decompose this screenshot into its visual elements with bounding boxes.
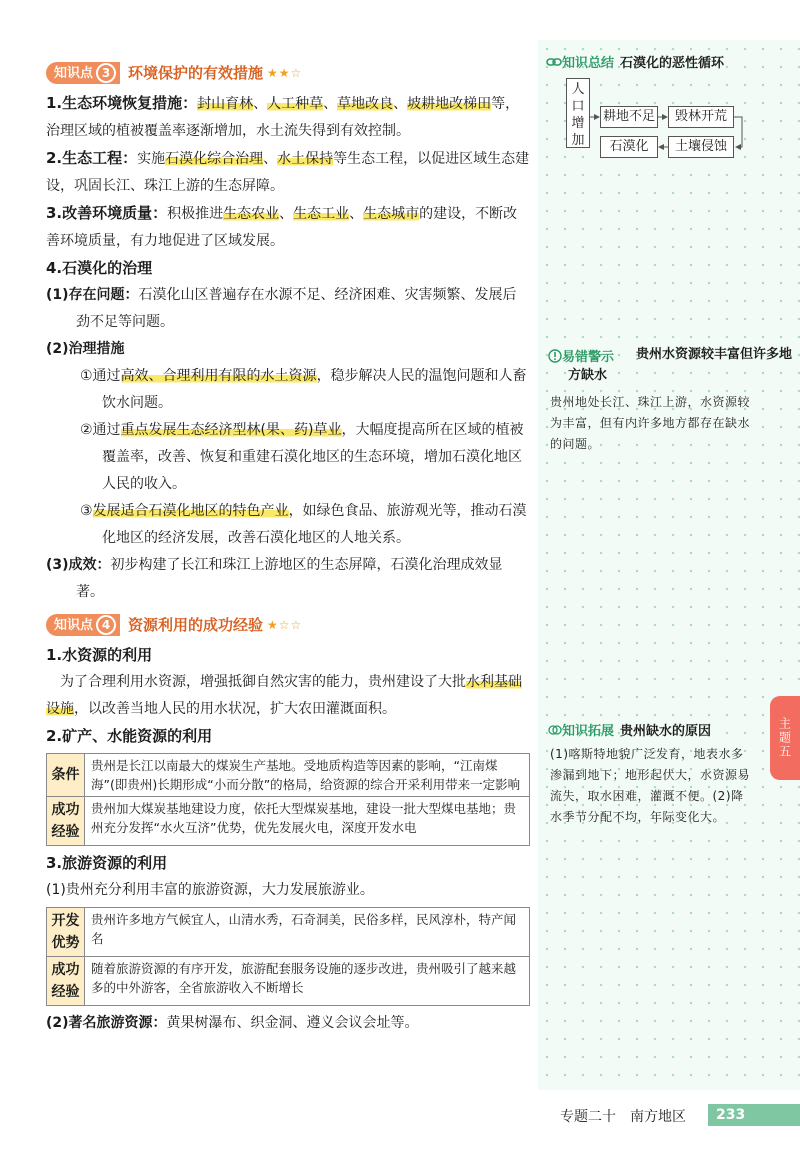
knowledge-point-4-header (46, 610, 530, 640)
text: 实施 (137, 151, 166, 167)
table-row (47, 754, 530, 797)
section-heading: 4.石漠化的治理 (46, 259, 153, 277)
highlight: 高效、合理利用有限的水土资源 (120, 368, 317, 384)
main-content (46, 58, 530, 1037)
row-label (47, 908, 85, 957)
separator: 、 (253, 96, 268, 112)
text: ②通过 (80, 422, 121, 438)
tour-paragraph-1: (1)贵州充分利用丰富的旅游资源，大力发展旅游业。 (46, 882, 374, 898)
separator: 、 (349, 206, 364, 222)
box-text: 耕地不足 (602, 109, 655, 124)
row-label (47, 797, 85, 846)
highlight: 生态农业 (223, 206, 280, 222)
difficulty-stars: ★★☆ (267, 65, 303, 80)
text: 的建设，不断改善环境质量，有力地促进了区域发展。 (46, 206, 518, 249)
kp-title: 环境保护的有效措施 (128, 63, 264, 82)
water-paragraph (46, 669, 530, 723)
kp-title: 资源利用的成功经验 (128, 615, 264, 634)
text: ，如绿色食品、旅游观光等，推动石漠化地区的经济发展，改善石漠化地区的人地关系。 (102, 503, 527, 546)
highlight: 封山育林 (197, 96, 254, 112)
label: (3)成效： (46, 557, 111, 573)
extend-header (548, 720, 711, 739)
text: 初步构建了长江和珠江上游地区的生态屏障，石漠化治理成效显著。 (76, 557, 503, 600)
highlight: 水利基础设施 (46, 674, 522, 717)
box-text: 石漠化 (609, 139, 649, 154)
page-number: 233 (708, 1104, 800, 1126)
difficulty-stars: ★☆☆ (267, 617, 303, 632)
text: ③ (80, 503, 93, 519)
text: ①通过 (80, 368, 121, 384)
kp3-item (46, 200, 530, 255)
table-row (47, 908, 530, 957)
measure-1 (46, 363, 530, 417)
row-label-text: 成功经验 (51, 802, 80, 840)
text: ，以改善当地人民的用水状况，扩大农田灌溉面积。 (74, 701, 396, 717)
text: 等，治理区域的植被覆盖率逐渐增加，水土流失得到有效控制。 (46, 96, 520, 139)
highlight: 生态工业 (293, 206, 350, 222)
row-text: 随着旅游资源的有序开发，旅游配套服务设施的逐步改进，贵州吸引了越来越多的中外游客，全省旅游收入不断增长 (85, 957, 530, 1006)
row-text: 贵州是长江以南最大的煤炭生产基地。受地质构造等因素的影响，“江南煤海”(即贵州)长期形成“小而分散”的格局，给资源的综合开采利用带来一定影响 (85, 754, 530, 797)
cycle-diagram (538, 40, 800, 170)
table-row (47, 797, 530, 846)
tag-text: 易错警示 (562, 350, 615, 365)
section-heading: 1.水资源的利用 (46, 646, 153, 664)
tour-table (46, 907, 530, 1006)
separator: 、 (323, 96, 338, 112)
measures-label: (2)治理措施 (46, 341, 125, 357)
kp-badge (46, 614, 120, 636)
row-label (47, 957, 85, 1006)
kp-number: 3 (96, 63, 116, 83)
text: ，大幅度提高所在区域的植被覆盖率，改善、恢复和重建石漠化地区的生态环境，增加石漠化地区人民的收入。 (102, 422, 524, 492)
measure-3 (46, 498, 530, 552)
tag-text: 知识拓展 (562, 724, 615, 739)
theme-tab[interactable]: 主题五 (770, 696, 800, 780)
page-footer (560, 1106, 686, 1126)
box-text: 毁林开荒 (674, 109, 727, 124)
warning-title: 贵州水资源较丰富但许多地方缺水 (568, 347, 793, 383)
row-text: 贵州加大煤炭基地建设力度，依托大型煤炭基地，建设一批大型煤电基地；贵州充分发挥“水火互济”优势，优先发展火电，深度开发水电 (85, 797, 530, 846)
label: (1)存在问题： (46, 287, 139, 303)
item-label: 1.生态环境恢复措施： (46, 94, 198, 112)
separator: 、 (279, 206, 294, 222)
section-heading: 2.矿产、水能资源的利用 (46, 727, 213, 745)
row-label-text: 开发优势 (51, 913, 80, 951)
label: (2)著名旅游资源： (46, 1015, 167, 1031)
footer-region: 南方地区 (630, 1109, 686, 1125)
kp-badge-label: 知识点 (54, 66, 94, 81)
row-label: 条件 (47, 754, 85, 797)
mineral-table (46, 753, 530, 846)
separator: 、 (263, 151, 278, 167)
tour-paragraph-2 (46, 1010, 530, 1037)
kp-number: 4 (96, 615, 116, 635)
kp-badge-label: 知识点 (54, 618, 94, 633)
footer-topic: 专题二十 (560, 1109, 616, 1125)
item-label: 3.改善环境质量： (46, 204, 168, 222)
expand-icon (548, 723, 562, 737)
item-label: 2.生态工程： (46, 149, 138, 167)
extend-text: (1)喀斯特地貌广泛发育，地表水多渗漏到地下；地形起伏大，水资源易流失，取水困难，灌溉不便。(2)降水季节分配不均，年际变化大。 (550, 747, 751, 824)
highlight: 草地改良 (337, 96, 394, 112)
highlight: 水土保持 (277, 151, 334, 167)
knowledge-point-3-header (46, 58, 530, 88)
highlight: 生态城市 (363, 206, 420, 222)
row-text: 贵州许多地方气候宜人，山清水秀，石奇洞美，民俗多样，民风淳朴，特产闻名 (85, 908, 530, 957)
separator: 、 (393, 96, 408, 112)
kp-badge (46, 62, 120, 84)
highlight: 人工种草 (267, 96, 324, 112)
row-label-text: 成功经验 (51, 962, 80, 1000)
text: 黄果树瀑布、织金洞、遵义会议会址等。 (166, 1015, 419, 1031)
text: 积极推进 (167, 206, 224, 222)
box-text: 人口增加 (571, 82, 585, 148)
highlight: 发展适合石漠化地区的特色产业 (92, 503, 289, 519)
extend-tag (548, 720, 614, 739)
alert-icon (548, 349, 562, 363)
kp3-item-list (46, 90, 530, 255)
result (46, 552, 530, 606)
kp3-item (46, 90, 530, 145)
warning-text: 贵州地处长江、珠江上游，水资源较为丰富，但有内许多地方都存在缺水的问题。 (550, 395, 751, 451)
extend-title: 贵州缺水的原因 (620, 724, 712, 739)
text: 为了合理利用水资源，增强抵御自然灾害的能力，贵州建设了大批 (60, 674, 466, 690)
highlight: 重点发展生态经济型林(果、药)草业 (120, 422, 342, 438)
highlight: 石漠化综合治理 (165, 151, 264, 167)
kp3-item (46, 145, 530, 200)
highlight: 坡耕地改梯田 (407, 96, 492, 112)
section-heading: 3.旅游资源的利用 (46, 854, 168, 872)
text: 等生态工程，以促进区域生态建设，巩固长江、珠江上游的生态屏障。 (46, 151, 530, 194)
side-column (538, 40, 800, 1090)
table-row (47, 957, 530, 1006)
summary-title: 石漠化的恶性循环 (620, 56, 725, 71)
text: ，稳步解决人民的温饱问题和人畜饮水问题。 (102, 368, 527, 411)
tag-text: 知识总结 (562, 56, 615, 71)
box-text: 土壤侵蚀 (674, 139, 727, 154)
cycle-arrows (538, 40, 800, 170)
measure-2 (46, 417, 530, 498)
exist-problems (46, 282, 530, 336)
text: 石漠化山区普遍存在水源不足、经济困难、灾害频繁、发展后劲不足等问题。 (76, 287, 517, 330)
